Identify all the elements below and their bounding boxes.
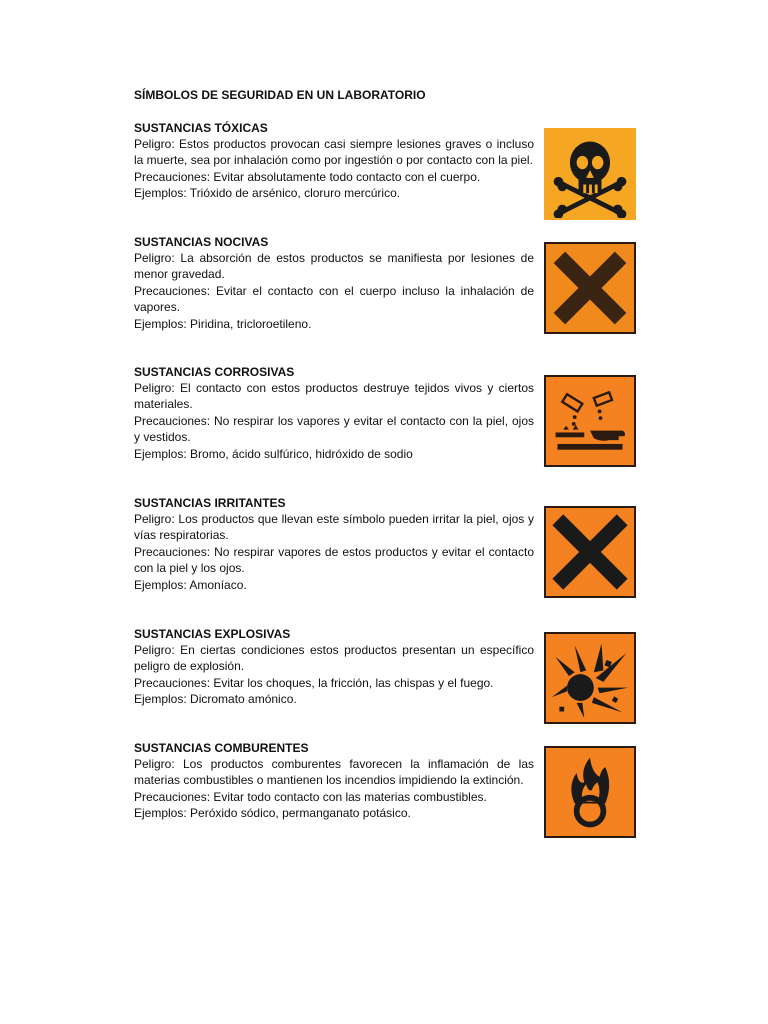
precauciones-text: Precauciones: No respirar los vapores y evitar el contacto con la piel, ojos y vestidos.: [134, 413, 534, 445]
section-comburentes: [134, 740, 534, 822]
section-title: SUSTANCIAS TÓXICAS: [134, 121, 268, 135]
section-toxicas: [134, 120, 534, 202]
page-title: SÍMBOLOS DE SEGURIDAD EN UN LABORATORIO: [134, 88, 426, 102]
corrosive-icon: [544, 375, 636, 467]
precauciones-text: Precauciones: Evitar el contacto con el cuerpo incluso la inhalación de vapores.: [134, 283, 534, 315]
ejemplos-text: Ejemplos: Trióxido de arsénico, cloruro mercúrico.: [134, 186, 401, 201]
section-title: SUSTANCIAS EXPLOSIVAS: [134, 627, 291, 641]
section-corrosivas: [134, 364, 534, 462]
explosive-icon: [544, 632, 636, 724]
section-title: SUSTANCIAS COMBURENTES: [134, 741, 309, 755]
irritant-x-icon: [544, 506, 636, 598]
section-title: SUSTANCIAS NOCIVAS: [134, 235, 269, 249]
section-nocivas: [134, 234, 534, 332]
ejemplos-text: Ejemplos: Dicromato amónico.: [134, 692, 297, 707]
peligro-text: Peligro: La absorción de estos productos se manifiesta por lesiones de menor gravedad.: [134, 251, 534, 282]
section-irritantes: [134, 495, 534, 593]
peligro-text: Peligro: En ciertas condiciones estos productos presentan un específico peligro de explosión.: [134, 643, 534, 674]
peligro-text: Peligro: Estos productos provocan casi siempre lesiones graves o incluso la muerte, sea por inhalación como por ingestión o por contacto con la piel.: [134, 137, 534, 168]
ejemplos-text: Ejemplos: Amoníaco.: [134, 577, 247, 592]
ejemplos-text: Ejemplos: Peróxido sódico, permanganato potásico.: [134, 806, 411, 821]
skull-crossbones-icon: [544, 128, 636, 220]
peligro-text: Peligro: Los productos que llevan este símbolo pueden irritar la piel, ojos y vías respiratorias.: [134, 512, 534, 543]
precauciones-text: Precauciones: No respirar vapores de estos productos y evitar el contacto con la piel y los ojos.: [134, 544, 534, 576]
peligro-text: Peligro: Los productos comburentes favorecen la inflamación de las materias combustibles o mantienen los incendios impidiendo la extinción.: [134, 757, 534, 788]
precauciones-text: Precauciones: Evitar los choques, la fricción, las chispas y el fuego.: [134, 675, 494, 690]
ejemplos-text: Ejemplos: Piridina, tricloroetileno.: [134, 316, 312, 331]
section-title: SUSTANCIAS IRRITANTES: [134, 496, 286, 510]
oxidizing-flame-icon: [544, 746, 636, 838]
section-title: SUSTANCIAS CORROSIVAS: [134, 365, 295, 379]
precauciones-text: Precauciones: Evitar absolutamente todo contacto con el cuerpo.: [134, 169, 481, 184]
section-explosivas: [134, 626, 534, 708]
peligro-text: Peligro: El contacto con estos productos destruye tejidos vivos y ciertos materiales.: [134, 381, 534, 412]
ejemplos-text: Ejemplos: Bromo, ácido sulfúrico, hidróxido de sodio: [134, 446, 413, 461]
harmful-x-icon: [544, 242, 636, 334]
precauciones-text: Precauciones: Evitar todo contacto con las materias combustibles.: [134, 789, 487, 804]
